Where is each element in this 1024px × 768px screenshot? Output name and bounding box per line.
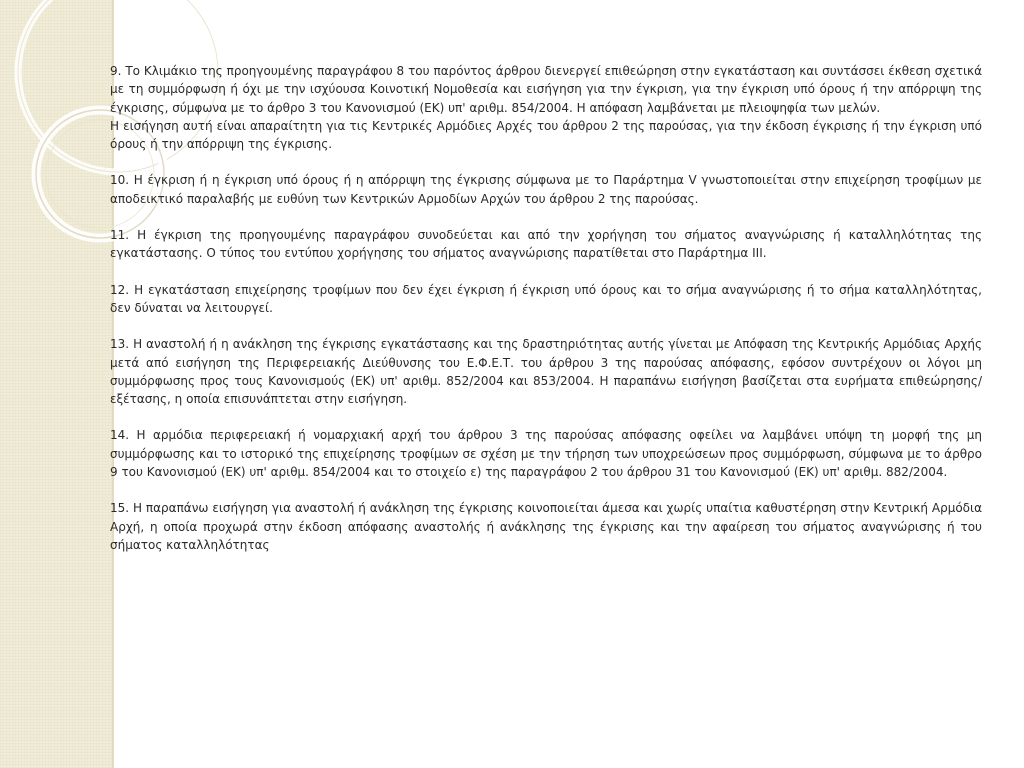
paragraph-text: 12. Η εγκατάσταση επιχείρησης τροφίμων που δεν έχει έγκριση ή έγκριση υπό όρους και το σήμα αναγνώρισης ή το σήμα καταλληλότητας, δεν δύναται να λειτουργεί.	[110, 282, 982, 315]
paragraph-text: 11. Η έγκριση της προηγουμένης παραγράφου συνοδεύεται και από την χορήγηση του σήματος αναγνώρισης ή καταλληλότητας της εγκατάστασης. Ο τύπος του εντύπου χορήγησης του σήματος αναγνώρισης παρατίθεται στο Παράρτημα ΙΙΙ.	[110, 228, 982, 261]
paragraph-14	[110, 426, 982, 481]
paragraph-13	[110, 335, 982, 408]
paragraph-10	[110, 171, 982, 208]
paragraph-12	[110, 281, 982, 318]
paragraph-11	[110, 226, 982, 263]
paragraph-9	[110, 62, 982, 153]
document-body	[110, 62, 982, 572]
paragraph-text: 13. Η αναστολή ή η ανάκληση της έγκρισης εγκατάστασης και της δραστηριότητας αυτής γίνεται με Απόφαση της Κεντρικής Αρμόδιας Αρχής μετά από εισήγηση της Περιφερειακής Διεύθυνσης του Ε.Φ.Ε.Τ. του άρθρου 3 της παρούσας απόφασης, εφόσον συντρέχουν οι λόγοι μη συμμόρφωσης προς τους Κανονισμούς (ΕΚ) υπ' αριθμ. 852/2004 και 853/2004. Η παραπάνω εισήγηση βασίζεται στα ευρήματα επιθεώρησης/εξέτασης, η οποία επισυνάπτεται στην εισήγηση.	[110, 337, 982, 407]
paragraph-text: 14. Η αρμόδια περιφερειακή ή νομαρχιακή αρχή του άρθρου 3 της παρούσας απόφασης οφείλει να λαμβάνει υπόψη τη μορφή της μη συμμόρφωσης και το ιστορικό της επιχείρησης τροφίμων σε σχέση με την τήρηση των υποχρεώσεων προς συμμόρφωση, σύμφωνα με το άρθρο 9 του Κανονισμού (ΕΚ) υπ' αριθμ. 854/2004 και το στοιχείο ε) της παραγράφου 2 του άρθρου 31 του Κανονισμού (ΕΚ) υπ' αριθμ. 882/2004.	[110, 428, 982, 480]
paragraph-15	[110, 499, 982, 554]
paragraph-text: 9. Το Κλιμάκιο της προηγουμένης παραγράφου 8 του παρόντος άρθρου διενεργεί επιθεώρηση στην εγκατάσταση και συντάσσει έκθεση σχετικά με τη συμμόρφωση ή όχι με την ισχύουσα Κοινοτική Νομοθεσία και εισήγηση για την έγκριση, για την έγκριση υπό όρους ή την απόρριψη της έγκρισης, σύμφωνα με το άρθρο 3 του Κανονισμού (ΕΚ) υπ' αριθμ. 854/2004. Η απόφαση λαμβάνεται με πλειοψηφία των μελών.	[110, 64, 982, 115]
paragraph-text: Η εισήγηση αυτή είναι απαραίτητη για τις Κεντρικές Αρμόδιες Αρχές του άρθρου 2 της παρούσας, για την έκδοση έγκρισης ή την έγκριση υπό όρους ή την απόρριψη της έγκρισης.	[110, 118, 982, 152]
paragraph-text: 10. Η έγκριση ή η έγκριση υπό όρους ή η απόρριψη της έγκρισης σύμφωνα με το Παράρτημα V γνωστοποιείται στην επιχείρηση τροφίμων με αποδεικτικό παραλαβής με ευθύνη των Κεντρικών Αρμοδίων Αρχών του άρθρου 2 της παρούσας.	[110, 173, 982, 206]
paragraph-text: 15. Η παραπάνω εισήγηση για αναστολή ή ανάκληση της έγκρισης κοινοποιείται άμεσα και χωρίς υπαίτια καθυστέρηση στην Κεντρική Αρμόδια Αρχή, η οποία προχωρά στην έκδοση απόφασης αναστολής ή ανάκλησης της έγκρισης και την αφαίρεση του σήματος αναγνώρισης ή του σήματος καταλληλότητας	[110, 501, 982, 552]
